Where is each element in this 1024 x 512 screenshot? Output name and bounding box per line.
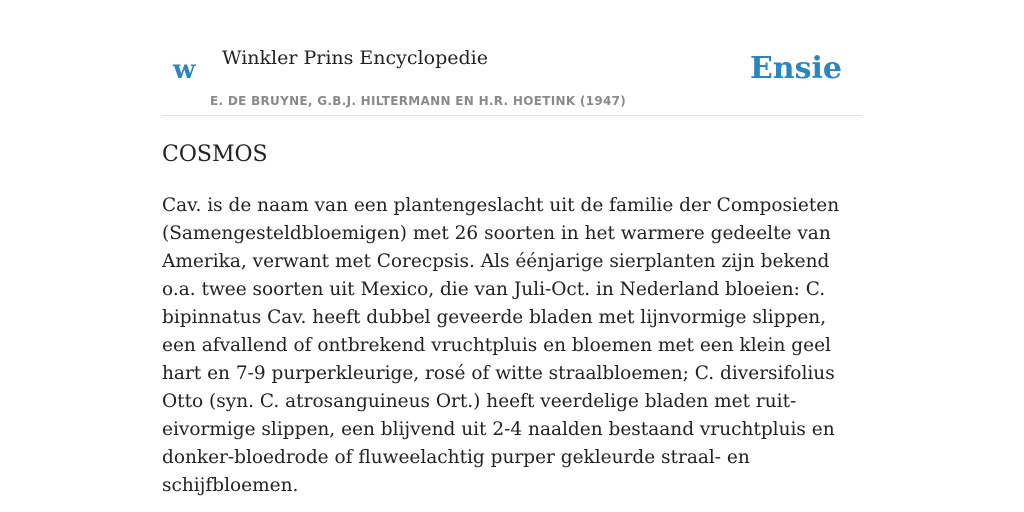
- ensie-brand-logo[interactable]: Ensie: [749, 51, 842, 86]
- source-title[interactable]: Winkler Prins Encyclopedie: [222, 47, 488, 69]
- header-divider: [162, 115, 862, 116]
- entry-body: Cav. is de naam van een plantengeslacht uit de familie der Composieten (Samengesteldbloemigen) met 26 soorten in het warmere gedeelte van Amerika, verwant met Corecpsis. Als éénjarige sierplanten zijn bekend o.a. twee soorten uit Mexico, die van Juli-Oct. in Nederland bloeien: C. bipinnatus Cav. heeft dubbel geveerde bladen met lijnvormige slippen, een afvallend of ontbrekend vruchtpluis en bloemen met een klein geel hart en 7-9 purperkleurige, rosé of witte straalbloemen; C. diversifolius Otto (syn. C. atrosanguineus Ort.) heeft veerdelige bladen met ruit-eivormige slippen, een blijvend uit 2-4 naalden bestaand vruchtpluis en donker-bloedrode of fluweelachtig purper gekleurde straal- en schijfbloemen.: [162, 195, 840, 496]
- source-authors: E. DE BRUYNE, G.B.J. HILTERMANN EN H.R. HOETINK (1947): [210, 94, 627, 108]
- entry-title: COSMOS: [162, 142, 268, 167]
- encyclopedia-page: [162, 0, 862, 512]
- winkler-prins-logo[interactable]: w: [173, 55, 196, 85]
